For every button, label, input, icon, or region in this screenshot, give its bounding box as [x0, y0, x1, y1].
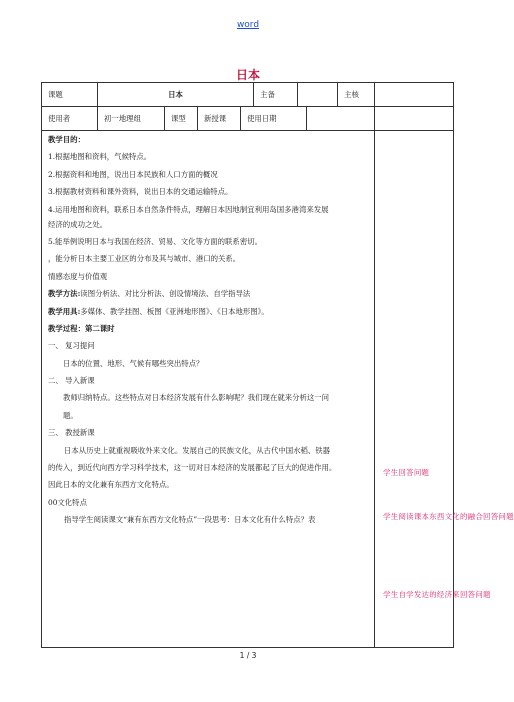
tools-label: 教学用具: — [48, 306, 81, 316]
section-text: 日本从历史上就重视吸收外来文化。发展自己的民族文化，从古代中国水稻、铁器 — [64, 445, 331, 455]
goal-item: ，能分析日本主要工业区的分布及其与城市、港口的关系。 — [48, 254, 241, 264]
page-number: 1 / 3 — [239, 651, 257, 660]
goal-item: 2.根据资料和地图，说出日本民族和人口方面的概况 — [48, 169, 218, 179]
subject-value: 日本 — [98, 83, 254, 107]
user-label: 使用者 — [42, 107, 98, 131]
review-label: 主核 — [338, 83, 375, 107]
goal-heading: 教学目的： — [48, 135, 85, 144]
user-value: 初一地理组 — [98, 107, 165, 131]
section-text: 日本的位置、地形、气候有哪些突出特点？ — [63, 358, 204, 368]
section-text: 教师归纳特点。这些特点对日本经济发展有什么影响呢？我们现在就来分析这一问 — [63, 393, 330, 403]
goal-item: 3.根据教材资料和课外资料，说出日本的交通运输特点。 — [48, 187, 233, 197]
subject-label: 课题 — [42, 83, 98, 107]
goal-item: 4.运用地图和资料，联系日本自然条件特点，理解日本因地制宜利用岛国多港湾来发展 — [48, 204, 329, 214]
section-text: 指导学生阅读课文“兼有东西方文化特点”一段思考：日本文化有什么特点？表 — [64, 515, 316, 525]
review-value — [375, 83, 454, 107]
side-note: 学生回答问题 — [383, 468, 430, 477]
table-row — [42, 107, 454, 131]
goal-item: 5.能举例说明日本与我国在经济、贸易、文化等方面的联系密切。 — [48, 236, 262, 246]
side-notes-cell — [375, 131, 514, 648]
lead-label: 主备 — [254, 83, 298, 107]
lesson-table — [41, 82, 514, 648]
table-row — [42, 83, 454, 107]
section-text: 的传入，到近代向西方学习科学技术，这一切对日本经济的发展都起了巨大的促进作用。 — [48, 463, 337, 473]
side-note: 学生阅读课本东西文化的融合回答问题 — [383, 512, 514, 521]
lesson-body — [42, 131, 375, 648]
section-heading: 三、 教授新课 — [48, 428, 95, 438]
method-line — [48, 289, 368, 298]
section-text: 因此日本的文化兼有东西方文化特点。 — [48, 480, 174, 490]
attitude-heading: 情感态度与价值观 — [48, 271, 108, 281]
page-title: 日本 — [235, 68, 260, 82]
type-value: 新授课 — [198, 107, 241, 131]
header-link[interactable]: word — [236, 20, 260, 30]
supplement-cell — [375, 107, 454, 131]
table-row — [42, 131, 454, 648]
lead-value — [298, 83, 338, 107]
tools-line — [48, 307, 368, 316]
date-label: 使用日期 — [241, 107, 307, 131]
type-label: 课型 — [165, 107, 198, 131]
section-heading: 二、 导入新课 — [48, 376, 95, 386]
section-text: 题。 — [63, 410, 78, 420]
subsection-heading: 00文化特点 — [48, 497, 87, 507]
process-heading: 教学过程：第二课时 — [48, 323, 115, 333]
tools-text: 多媒体、教学挂图、板图《亚洲地形图》、《日本地形图》。 — [80, 306, 269, 316]
method-label: 教学方法: — [48, 289, 81, 299]
date-value — [307, 107, 375, 131]
goal-item: 经济的成功之处。 — [48, 219, 108, 229]
section-heading: 一、 复习提问 — [48, 341, 95, 351]
goal-item: 1.根据地图和资料，气候特点。 — [48, 152, 152, 162]
side-note: 学生自学发达的经济来回答问题 — [383, 590, 491, 599]
method-text: 读图分析法、对比分析法、创设情境法、自学指导法 — [80, 289, 251, 299]
